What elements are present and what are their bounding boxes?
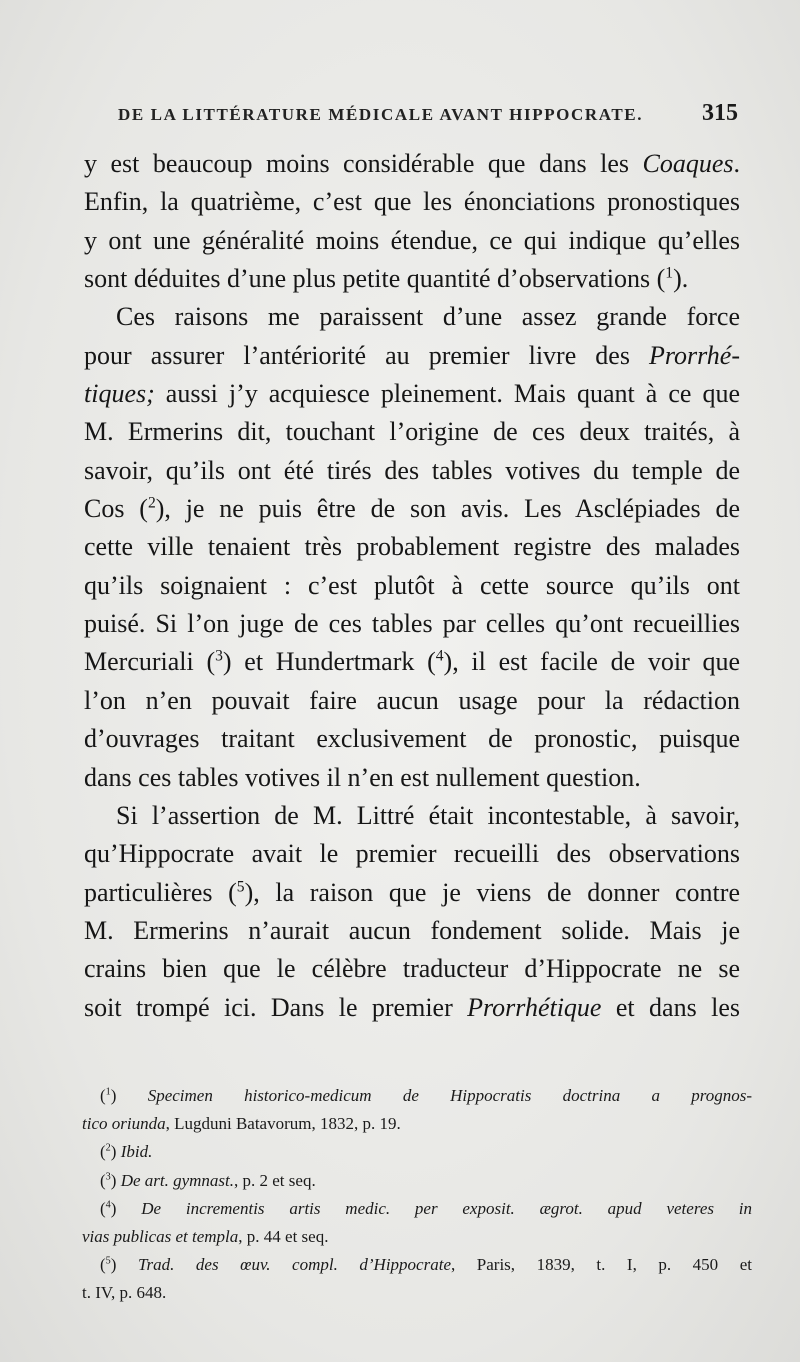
text-line: y est beaucoup moins considérable que dans les Coaques. xyxy=(84,149,740,178)
text-line: Cos ($^2$), je ne puis être de son avis. Les Asclépiades de xyxy=(84,494,740,524)
text-line: y ont une généralité moins étendue, ce qui indique qu’elles xyxy=(84,225,740,255)
text-line: l’on n’en pouvait faire aucun usage pour la rédaction xyxy=(84,685,740,715)
body-text xyxy=(84,145,740,1027)
text-line: puisé. Si l’on juge de ces tables par celles qu’ont recueillies xyxy=(84,609,740,639)
text-line: qu’Hippocrate avait le premier recueilli des observations xyxy=(84,839,740,869)
footnote-line: ($^1$) Specimen historico-medicum de Hippocratis doctrina a prognos- xyxy=(100,1086,752,1105)
text-line: soit trompé ici. Dans le premier Prorrhétique et dans les xyxy=(84,992,740,1022)
footnote-line: t. IV, p. 648. xyxy=(82,1283,167,1303)
text-line: Mercuriali ($^3$) et Hundertmark ($^4$), il est facile de voir que xyxy=(84,647,740,677)
footnote-line: ($^5$) Trad. des œuv. compl. d’Hippocrate, Paris, 1839, t. I, p. 450 et xyxy=(100,1255,752,1275)
text-line: tiques; aussi j’y acquiesce pleinement. Mais quant à ce que xyxy=(84,379,740,409)
footnote-line: vias publicas et templa, p. 44 et seq. xyxy=(82,1226,329,1246)
text-line: Si l’assertion de M. Littré était incontestable, à savoir, xyxy=(116,800,740,830)
page-number: 315 xyxy=(702,100,738,126)
footnote-line: tico oriunda, Lugduni Batavorum, 1832, p. 19. xyxy=(82,1114,401,1134)
page-header xyxy=(118,100,738,134)
footnote-line: ($^2$) Ibid. xyxy=(100,1142,153,1162)
text-line: pour assurer l’antériorité au premier livre des Prorrhé- xyxy=(84,340,740,370)
text-line: particulières ($^5$), la raison que je viens de donner contre xyxy=(84,877,740,907)
footnotes xyxy=(82,1082,752,1308)
text-line: sont déduites d’une plus petite quantité d’observations ($^1$). xyxy=(84,264,689,294)
text-line: savoir, qu’ils ont été tirés des tables votives du temple de xyxy=(84,455,740,485)
text-line: cette ville tenaient très probablement registre des malades xyxy=(84,532,740,562)
running-title: DE LA LITTÉRATURE MÉDICALE AVANT HIPPOCRATE. xyxy=(118,105,644,124)
footnote-line: ($^4$) De incrementis artis medic. per exposit. ægrot. apud veteres in xyxy=(100,1198,752,1218)
text-line: qu’ils soignaient : c’est plutôt à cette source qu’ils ont xyxy=(84,570,740,600)
footnote-line: ($^3$) De art. gymnast., p. 2 et seq. xyxy=(100,1170,316,1190)
text-line: M. Ermerins dit, touchant l’origine de ces deux traités, à xyxy=(84,417,740,447)
text-line: d’ouvrages traitant exclusivement de pronostic, puisque xyxy=(84,724,740,754)
text-line: Enfin, la quatrième, c’est que les énonciations pronostiques xyxy=(84,187,740,217)
text-line: crains bien que le célèbre traducteur d’Hippocrate ne se xyxy=(84,954,740,984)
text-line: dans ces tables votives il n’en est nullement question. xyxy=(84,762,641,792)
text-line: M. Ermerins n’aurait aucun fondement solide. Mais je xyxy=(84,915,740,945)
text-line: Ces raisons me paraissent d’une assez grande force xyxy=(116,302,740,332)
